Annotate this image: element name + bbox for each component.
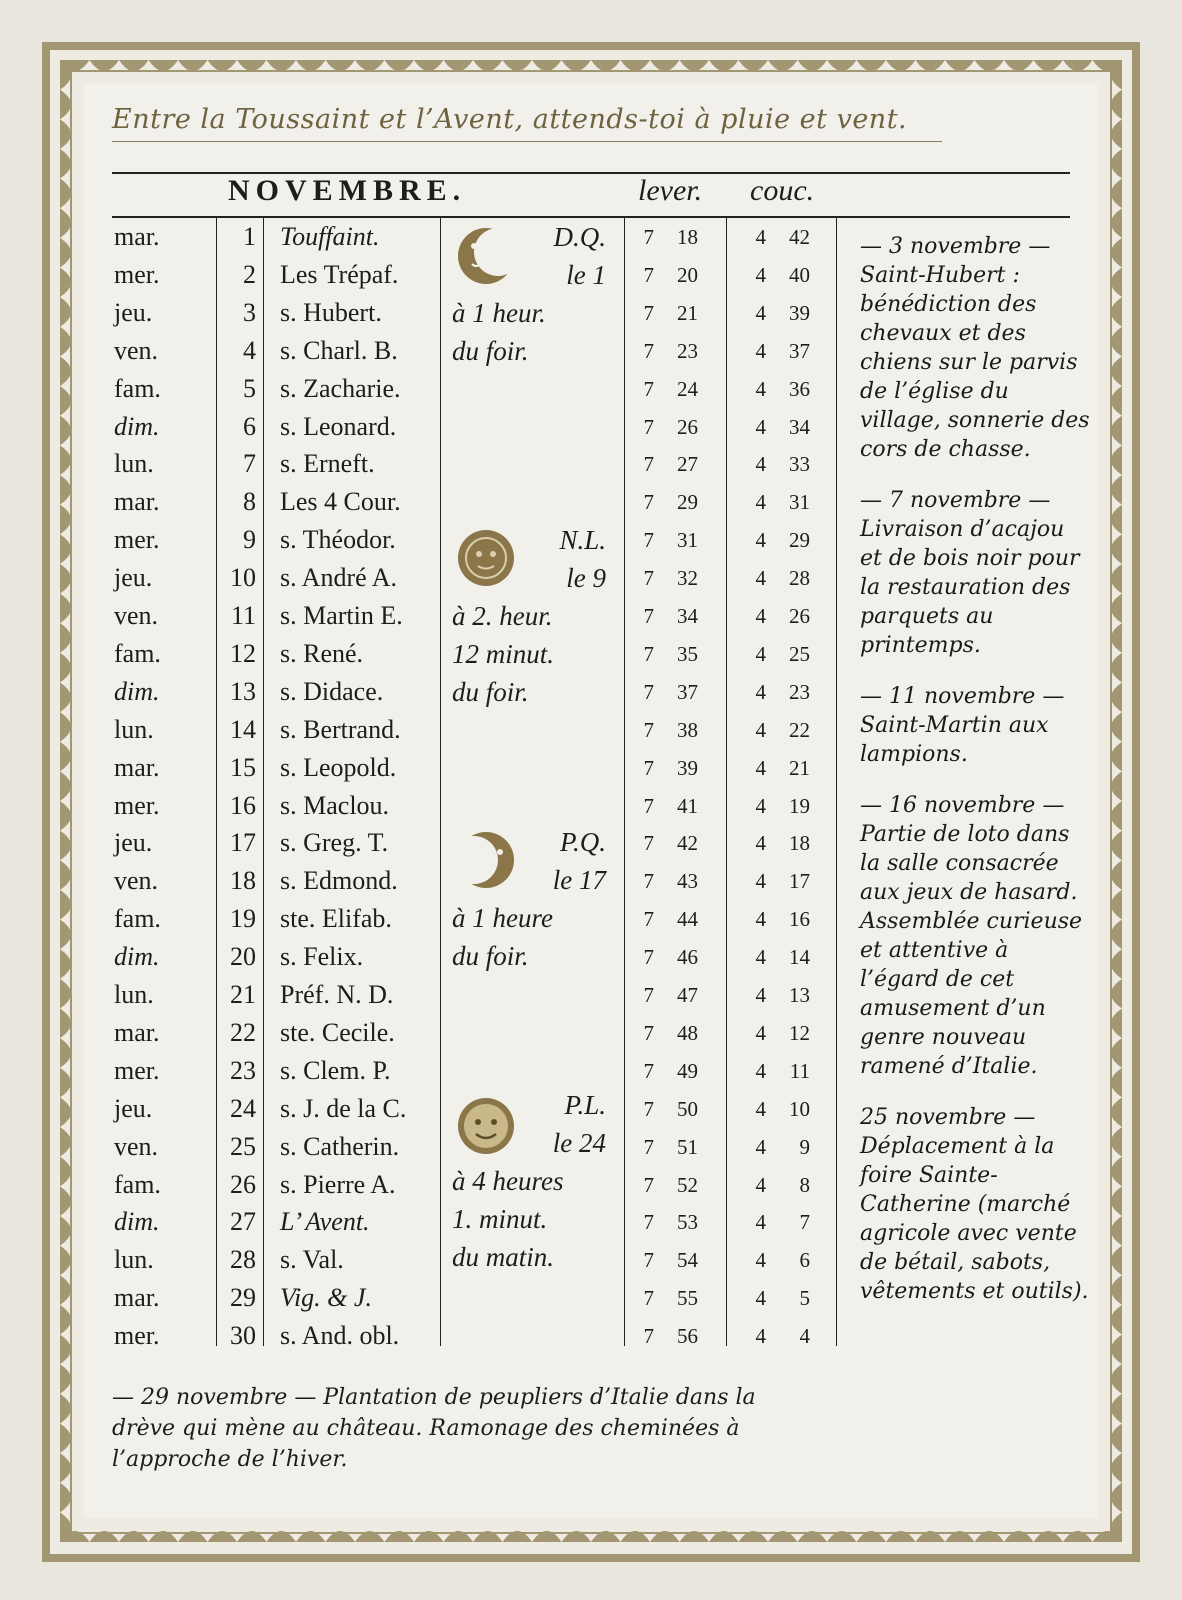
col-divider-3 (440, 216, 441, 1346)
sunset-minute: 26 (789, 604, 810, 628)
sunset-hour: 4 (755, 983, 766, 1007)
sunset-minute: 14 (789, 945, 810, 970)
col-divider-2 (263, 216, 264, 1346)
sunrise-hour: 7 (643, 566, 654, 591)
sunrise-hour: 7 (643, 300, 654, 325)
saint-name: s. Leopold. (280, 752, 397, 782)
sunrise-minute: 52 (677, 1172, 698, 1197)
sunset-hour: 4 (755, 1134, 766, 1159)
weekday: dim. (114, 411, 160, 441)
sunset-hour: 4 (755, 679, 766, 704)
saint-name: s. Val. (280, 1245, 344, 1275)
day-number: 2 (243, 259, 256, 289)
sunset-minute: 37 (789, 338, 810, 363)
sunset-hour: 4 (755, 831, 766, 856)
saint-name: s. Martin E. (280, 601, 403, 630)
moon-time1-pq: à 1 heure (452, 903, 553, 933)
moon-time1-nl: à 2. heur. (452, 601, 553, 631)
weekday: lun. (114, 980, 154, 1009)
weekday: jeu. (114, 297, 153, 327)
day-number: 4 (243, 335, 256, 365)
weekday: fam. (114, 638, 161, 668)
sunrise-minute: 50 (677, 1096, 698, 1121)
weekday: mer. (114, 259, 160, 289)
saint-name: s. Pierre A. (280, 1169, 396, 1199)
sunrise-minute: 35 (677, 641, 698, 666)
sunrise-hour: 7 (643, 1324, 654, 1349)
day-number: 26 (230, 1169, 256, 1199)
col-divider-6 (836, 216, 837, 1346)
saint-name: s. Edmond. (280, 866, 398, 896)
weekday: mer. (114, 1055, 160, 1085)
saint-name: s. Hubert. (280, 297, 382, 327)
saint-name: s. Leonard. (280, 411, 397, 441)
moon-time3-nl: du foir. (452, 677, 529, 707)
sunrise-minute: 42 (677, 831, 698, 856)
moon-time3-pl: du matin. (452, 1242, 555, 1272)
day-number: 11 (230, 601, 256, 630)
moon-date-dq: le 1 (566, 260, 606, 290)
sunset-minute: 17 (789, 869, 810, 894)
sunrise-hour: 7 (643, 1058, 654, 1083)
sunset-hour: 4 (755, 1324, 766, 1349)
weekday: mar. (114, 752, 160, 782)
day-number: 10 (230, 563, 256, 593)
sunset-minute: 18 (789, 831, 810, 856)
day-number: 29 (230, 1283, 256, 1313)
day-number: 23 (230, 1055, 256, 1085)
sunset-hour: 4 (755, 1210, 766, 1235)
sunset-minute: 4 (799, 1324, 810, 1349)
sunrise-minute: 56 (677, 1324, 698, 1349)
moon-date-nl: le 9 (566, 563, 606, 593)
sunset-minute: 7 (799, 1210, 810, 1235)
sunset-hour: 4 (755, 1248, 766, 1273)
sunset-hour: 4 (755, 945, 766, 970)
sunrise-minute: 23 (677, 338, 698, 363)
sunrise-hour: 7 (643, 1020, 654, 1045)
sunset-hour: 4 (755, 793, 766, 818)
saint-name: s. Catherin. (280, 1131, 400, 1161)
sunrise-hour: 7 (643, 831, 654, 856)
sunset-hour: 4 (755, 452, 766, 477)
sunset-minute: 42 (789, 225, 810, 249)
saint-name: s. Clem. P. (280, 1055, 391, 1085)
couc-header: couc. (750, 174, 815, 207)
weekday: mer. (114, 525, 160, 555)
sunrise-minute: 27 (677, 452, 698, 477)
sunset-hour: 4 (755, 604, 766, 628)
saint-name: s. And. obl. (280, 1321, 400, 1351)
saint-name: Les Trépaf. (280, 259, 399, 289)
sunrise-minute: 43 (677, 869, 698, 894)
weekday: mar. (114, 1283, 160, 1313)
sunrise-minute: 48 (677, 1020, 698, 1045)
sunrise-minute: 55 (677, 1286, 698, 1311)
day-number: 20 (230, 942, 256, 972)
sunset-hour: 4 (755, 641, 766, 666)
sunset-minute: 36 (789, 376, 810, 401)
note-7-nov: — 7 novembre — Livraison d’acajou et de bois noir pour la restauration des parquets au printemps. (860, 488, 1080, 658)
sunrise-hour: 7 (643, 1134, 654, 1159)
day-number: 7 (243, 449, 256, 479)
day-number: 17 (230, 828, 256, 858)
sunrise-minute: 34 (677, 604, 698, 628)
weekday: dim. (114, 1207, 160, 1237)
sunset-hour: 4 (755, 300, 766, 325)
note-3-nov: — 3 novembre — Saint-Hubert : bénédiction des chevaux et des chiens sur le parvis de l’église du village, sonnerie des cors de chasse. (860, 234, 1090, 462)
day-number: 27 (230, 1207, 256, 1237)
day-number: 14 (230, 714, 256, 744)
sunset-hour: 4 (755, 528, 766, 553)
sunset-minute: 13 (789, 983, 810, 1007)
lever-header: lever. (638, 174, 703, 207)
weekday: dim. (114, 676, 160, 706)
weekday: dim. (114, 942, 160, 972)
weekday: ven. (114, 601, 159, 630)
sunset-minute: 16 (789, 907, 810, 932)
sunrise-minute: 32 (677, 566, 698, 591)
sunrise-hour: 7 (643, 1210, 654, 1235)
day-number: 19 (230, 904, 256, 934)
sunrise-hour: 7 (643, 755, 654, 780)
moon-phase-nl: N.L. (559, 525, 606, 555)
weekday: mar. (114, 487, 160, 517)
day-number: 3 (243, 297, 256, 327)
weekday: lun. (114, 1245, 154, 1275)
sunset-minute: 10 (789, 1096, 810, 1121)
sunrise-minute: 54 (677, 1248, 698, 1273)
note-25-nov: 25 novembre — Déplacement à la foire Sainte-Catherine (marché agricole avec vente de bétail, sabots, vêtements et outils). (860, 1105, 1089, 1304)
weekday: mer. (114, 1321, 160, 1351)
sunrise-hour: 7 (643, 338, 654, 363)
sunset-hour: 4 (755, 755, 766, 780)
saint-name: Préf. N. D. (280, 980, 394, 1009)
day-number: 12 (230, 638, 256, 668)
moon-phase-dq: D.Q. (553, 222, 606, 252)
sunrise-minute: 21 (677, 300, 698, 325)
sunset-minute: 21 (789, 755, 810, 780)
saint-name: s. Charl. B. (280, 335, 398, 365)
saint-name: s. Didace. (280, 676, 384, 706)
day-number: 25 (230, 1131, 256, 1161)
moon-date-pl: le 24 (552, 1128, 606, 1158)
sunrise-hour: 7 (643, 679, 654, 704)
sunset-minute: 6 (799, 1248, 810, 1273)
sunrise-hour: 7 (643, 1286, 654, 1311)
sunset-minute: 23 (789, 679, 810, 704)
border-wave-bottom (60, 1520, 1122, 1542)
sunrise-hour: 7 (643, 869, 654, 894)
border-wave-left (60, 60, 82, 1542)
sunrise-hour: 7 (643, 376, 654, 401)
sunrise-minute: 20 (677, 262, 698, 287)
sunrise-hour: 7 (643, 641, 654, 666)
moon-time1-pl: à 4 heures (452, 1166, 564, 1196)
sunrise-hour: 7 (643, 490, 654, 515)
day-number: 15 (230, 752, 256, 782)
sunset-minute: 29 (789, 528, 810, 553)
weekday: ven. (114, 1131, 159, 1161)
weekday: lun. (114, 714, 154, 744)
day-number: 13 (230, 676, 256, 706)
sunrise-minute: 39 (677, 755, 698, 780)
day-number: 18 (230, 866, 256, 896)
sunset-hour: 4 (755, 566, 766, 591)
sunrise-minute: 51 (677, 1134, 698, 1159)
sunrise-minute: 47 (677, 983, 698, 1007)
sunrise-hour: 7 (643, 1096, 654, 1121)
sunset-hour: 4 (755, 907, 766, 932)
saint-name: s. Felix. (280, 942, 364, 972)
border-wave-right (1100, 60, 1122, 1542)
sunset-minute: 12 (789, 1020, 810, 1045)
saint-name: s. Erneft. (280, 449, 375, 479)
note-29-nov: — 29 novembre — Plantation de peupliers d’Italie dans la drève qui mène au château. Ramonage des cheminées à l’approche de l’hiver. (112, 1385, 756, 1472)
day-number: 8 (243, 487, 256, 517)
sunset-minute: 39 (789, 300, 810, 325)
sunset-minute: 34 (789, 414, 810, 439)
sunrise-hour: 7 (643, 262, 654, 287)
sunrise-minute: 38 (677, 717, 698, 742)
sunrise-hour: 7 (643, 907, 654, 932)
sunset-minute: 28 (789, 566, 810, 591)
sunrise-hour: 7 (643, 793, 654, 818)
weekday: jeu. (114, 828, 153, 858)
weekday: fam. (114, 904, 161, 934)
saint-name: ste. Cecile. (280, 1017, 395, 1047)
sunrise-hour: 7 (643, 1248, 654, 1273)
day-number: 22 (230, 1017, 256, 1047)
sunset-hour: 4 (755, 1286, 766, 1311)
moon-time2-nl: 12 minut. (452, 639, 555, 669)
sunset-hour: 4 (755, 717, 766, 742)
weekday: jeu. (114, 563, 153, 593)
sunset-hour: 4 (755, 338, 766, 363)
sunrise-minute: 24 (677, 376, 698, 401)
sunrise-hour: 7 (643, 945, 654, 970)
day-number: 9 (243, 525, 256, 555)
weekday: fam. (114, 1169, 161, 1199)
sunset-hour: 4 (755, 262, 766, 287)
sunset-minute: 8 (799, 1172, 810, 1197)
sunset-minute: 5 (799, 1286, 810, 1311)
saint-name: s. André A. (280, 563, 397, 593)
sunset-hour: 4 (755, 376, 766, 401)
sunset-minute: 40 (789, 262, 810, 287)
sunset-hour: 4 (755, 490, 766, 515)
day-number: 1 (243, 222, 256, 251)
saint-name: s. Greg. T. (280, 828, 389, 858)
day-number: 6 (243, 411, 256, 441)
sunrise-minute: 53 (677, 1210, 698, 1235)
sunset-hour: 4 (755, 869, 766, 894)
day-number: 16 (230, 790, 256, 820)
sunset-hour: 4 (755, 1020, 766, 1045)
saint-name: s. J. de la C. (280, 1093, 407, 1123)
weekday: fam. (114, 373, 161, 403)
weekday: mar. (114, 1017, 160, 1047)
border-wave-top (60, 60, 1122, 82)
sunrise-minute: 37 (677, 679, 698, 704)
note-16-nov: — 16 novembre — Partie de loto dans la salle consacrée aux jeux de hasard. Assemblée curieuse et attentive à l’égard de cet amusement d’un genre nouveau ramené d’Italie. (860, 793, 1083, 1079)
weekday: jeu. (114, 1093, 153, 1123)
moon-phase-pq: P.Q. (559, 827, 606, 857)
moon-time2-pq: du foir. (452, 941, 529, 971)
sunset-minute: 22 (789, 717, 810, 742)
sunset-hour: 4 (755, 1096, 766, 1121)
sunset-minute: 25 (789, 641, 810, 666)
weekday: mar. (114, 222, 160, 251)
sunrise-minute: 18 (677, 225, 698, 249)
weekday: mer. (114, 790, 160, 820)
sunrise-hour: 7 (643, 528, 654, 553)
sunrise-minute: 31 (677, 528, 698, 553)
day-number: 5 (243, 373, 256, 403)
saint-name: L’ Avent. (280, 1207, 370, 1237)
saint-name: s. René. (280, 638, 364, 668)
motto: Entre la Toussaint et l’Avent, attends-toi à pluie et vent. (112, 104, 908, 135)
weekday: ven. (114, 866, 159, 896)
weekday: ven. (114, 335, 159, 365)
sunset-hour: 4 (755, 414, 766, 439)
col-divider-4 (624, 216, 625, 1346)
sunset-minute: 11 (789, 1058, 810, 1083)
moon-date-pq: le 17 (552, 865, 606, 895)
sunrise-hour: 7 (643, 1172, 654, 1197)
sunrise-hour: 7 (643, 452, 654, 477)
sunset-minute: 33 (789, 452, 810, 477)
saint-name: s. Zacharie. (280, 373, 401, 403)
sunrise-minute: 41 (677, 793, 698, 818)
sunrise-minute: 44 (677, 907, 698, 932)
day-number: 21 (230, 980, 256, 1009)
moon-time2-pl: 1. minut. (452, 1204, 548, 1234)
moon-time2-dq: du foir. (452, 336, 529, 366)
sunrise-hour: 7 (643, 983, 654, 1007)
sunset-minute: 31 (789, 490, 810, 515)
sunrise-hour: 7 (643, 717, 654, 742)
sunset-hour: 4 (755, 225, 766, 249)
motto-underline (112, 141, 942, 142)
sunset-hour: 4 (755, 1172, 766, 1197)
weekday: lun. (114, 449, 154, 479)
sunrise-hour: 7 (643, 604, 654, 628)
sunset-minute: 19 (789, 793, 810, 818)
day-number: 28 (230, 1245, 256, 1275)
moon-time1-dq: à 1 heur. (452, 298, 546, 328)
col-divider-5 (726, 216, 727, 1346)
notes-column (860, 232, 1090, 1328)
sunset-minute: 9 (799, 1134, 810, 1159)
saint-name: Vig. & J. (280, 1283, 372, 1313)
saint-name: s. Bertrand. (280, 714, 401, 744)
saint-name: Les 4 Cour. (280, 487, 401, 517)
day-number: 30 (230, 1321, 256, 1351)
sunrise-minute: 49 (677, 1058, 698, 1083)
month-title: NOVEMBRE. (228, 174, 467, 207)
sunset-hour: 4 (755, 1058, 766, 1083)
saint-name: s. Maclou. (280, 790, 390, 820)
sunrise-minute: 46 (677, 945, 698, 970)
day-number: 24 (230, 1093, 256, 1123)
note-11-nov: — 11 novembre — Saint-Martin aux lampions. (860, 684, 1065, 767)
moon-phase-pl: P.L. (564, 1090, 606, 1120)
saint-name: Touffaint. (280, 222, 380, 251)
sunrise-hour: 7 (643, 414, 654, 439)
saint-name: s. Théodor. (280, 525, 396, 555)
sunrise-minute: 26 (677, 414, 698, 439)
sunrise-minute: 29 (677, 490, 698, 515)
sunrise-hour: 7 (643, 225, 654, 249)
saint-name: ste. Elifab. (280, 904, 392, 934)
